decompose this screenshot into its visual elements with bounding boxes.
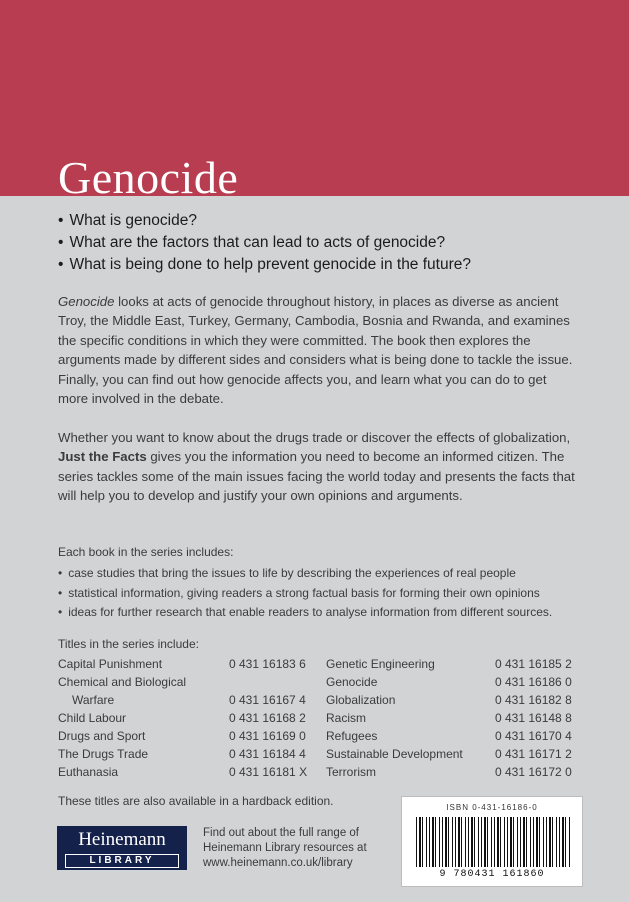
book-title-italic: Genocide <box>58 294 115 309</box>
key-questions <box>58 210 471 276</box>
series-title: Globalization <box>326 693 396 707</box>
series-isbn: 0 431 16185 2 <box>495 657 572 671</box>
series-isbn: 0 431 16181 X <box>229 765 308 779</box>
logo-subtitle: LIBRARY <box>65 854 179 868</box>
question-item: • What are the factors that can lead to acts of genocide? <box>58 232 471 254</box>
series-text-after: gives you the information you need to become an informed citizen. The series tackles some of the main issues facing the world today and presents the facts that will help you to develop and justify your own opinions and arguments. <box>58 449 575 504</box>
series-isbn: 0 431 16186 0 <box>495 675 572 689</box>
series-isbn: 0 431 16183 6 <box>229 657 306 671</box>
series-title: Genetic Engineering <box>326 657 435 671</box>
info-line: Heinemann Library resources at <box>203 842 367 854</box>
features-intro: Each book in the series includes: <box>58 545 234 559</box>
feature-item: • statistical information, giving readers a strong factual basis for forming their own opinions <box>58 584 552 604</box>
feature-item: • case studies that bring the issues to life by describing the experiences of real people <box>58 564 552 584</box>
series-title: Capital Punishment <box>58 657 163 671</box>
series-title: Euthanasia <box>58 765 119 779</box>
series-isbn: 0 431 16168 2 <box>229 711 306 725</box>
series-title: Genocide <box>326 675 378 689</box>
series-isbn: 0 431 16172 0 <box>495 765 572 779</box>
hardback-note: These titles are also available in a hardback edition. <box>58 794 334 808</box>
info-url: www.heinemann.co.uk/library <box>203 857 353 869</box>
feature-item: • ideas for further research that enable readers to analyse information from different sources. <box>58 603 552 623</box>
book-description <box>58 292 578 408</box>
series-isbn: 0 431 16171 2 <box>495 747 572 761</box>
series-titles-intro: Titles in the series include: <box>58 637 199 651</box>
logo-name: Heinemann <box>78 829 166 850</box>
book-title: Genocide <box>58 152 239 203</box>
description-text: looks at acts of genocide throughout history, in places as diverse as ancient Troy, the Middle East, Turkey, Germany, Cambodia, Bosnia and Rwanda, and examines the specific conditions in which they were committed. The book then explores the arguments made by different sides and considers what is being done to tackle the issue. Finally, you can find out how genocide affects you, and learn what you can do to get more involved in the debate. <box>58 294 573 407</box>
barcode-panel <box>401 796 583 887</box>
series-title: Sustainable Development <box>326 747 463 761</box>
barcode-bars <box>416 817 570 867</box>
series-isbn: 0 431 16148 8 <box>495 711 572 725</box>
ean-number: 9 780431 161860 <box>439 869 545 880</box>
series-isbn: 0 431 16170 4 <box>495 729 572 743</box>
question-item: • What is genocide? <box>58 210 471 232</box>
publisher-info <box>203 826 367 871</box>
features-list <box>58 564 552 623</box>
series-title: Drugs and Sport <box>58 729 146 743</box>
series-title: Racism <box>326 711 367 725</box>
series-title: Chemical and Biological <box>58 675 187 689</box>
series-title: The Drugs Trade <box>58 747 149 761</box>
info-line: Find out about the full range of <box>203 827 359 839</box>
series-isbn: 0 431 16169 0 <box>229 729 306 743</box>
series-description <box>58 428 578 506</box>
question-item: • What is being done to help prevent genocide in the future? <box>58 254 471 276</box>
series-isbn: 0 431 16184 4 <box>229 747 306 761</box>
series-name: Just the Facts <box>58 449 147 465</box>
series-title: Terrorism <box>326 765 376 779</box>
series-title: Warfare <box>72 693 115 707</box>
publisher-logo <box>57 826 187 870</box>
series-title: Child Labour <box>58 711 127 725</box>
series-text-before: Whether you want to know about the drugs trade or discover the effects of globalization, <box>58 430 571 445</box>
series-title: Refugees <box>326 729 378 743</box>
isbn-label: ISBN 0-431-16186-0 <box>446 803 538 812</box>
series-isbn: 0 431 16182 8 <box>495 693 572 707</box>
series-isbn: 0 431 16167 4 <box>229 693 306 707</box>
